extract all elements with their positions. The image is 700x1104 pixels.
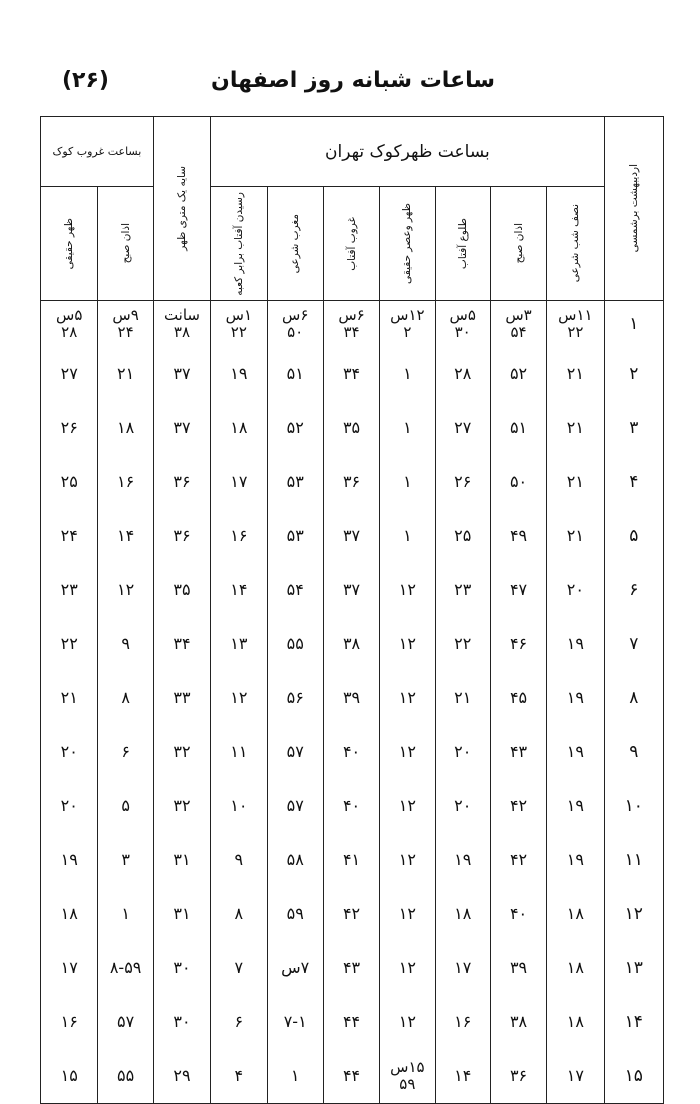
cell-day: ۴: [604, 455, 663, 509]
cell-s-dawn: ۹: [98, 617, 153, 671]
cell-one-hour: ۳۳: [153, 671, 210, 725]
header-one-hour: سایه یک متری ظهر: [153, 117, 210, 301]
cell-sunrise: ۲۵: [435, 509, 490, 563]
cell-sunrise: ۱۸: [435, 887, 490, 941]
cell-sunset: ۳۹: [323, 671, 379, 725]
cell-s-noon: ۱۵: [41, 1049, 98, 1104]
header-maghrib: مغرب شرعی: [267, 187, 323, 301]
cell-s-noon: [41, 301, 98, 348]
cell-shadow: ۱۲: [211, 671, 267, 725]
cell-dawn: ۴۲: [490, 833, 546, 887]
cell-dawn: ۳۸: [490, 995, 546, 1049]
page-header: [40, 62, 665, 102]
cell-minute: ۲: [403, 323, 412, 341]
header-sunset: غروب آفتاب: [323, 187, 379, 301]
header-true-noon: ظهر وعصر حقیقی: [380, 187, 435, 301]
cell-shadow: ۱۸: [211, 401, 267, 455]
cell-sunrise: ۱۷: [435, 941, 490, 995]
table-row: [41, 401, 664, 455]
cell-s-dawn: ۱۴: [98, 509, 153, 563]
table-row: [41, 563, 664, 617]
header-sunrise: طلوع آفتاب: [435, 187, 490, 301]
cell-maghrib: ۵۵: [267, 617, 323, 671]
header-day: اردیبهشت برشمسی: [604, 117, 663, 301]
cell-midnight: ۱۸: [547, 941, 604, 995]
cell-s-dawn: ۱۲: [98, 563, 153, 617]
cell-s-noon: ۲۱: [41, 671, 98, 725]
page-number: (۲۶): [62, 68, 109, 93]
cell-sunset: ۴۱: [323, 833, 379, 887]
cell-dawn: ۵۰: [490, 455, 546, 509]
table-row: [41, 833, 664, 887]
cell-one-hour: ۳۲: [153, 725, 210, 779]
cell-true-noon: ۱۲: [380, 617, 435, 671]
header-group-sunset: بساعت غروب کوک: [41, 117, 154, 187]
cell-maghrib: ۵۳: [267, 509, 323, 563]
cell-midnight: ۲۱: [547, 401, 604, 455]
cell-maghrib: ۵۷: [267, 725, 323, 779]
cell-one-hour: ۳۵: [153, 563, 210, 617]
cell-hour: ۶س: [338, 306, 365, 324]
cell-one-hour: ۳۱: [153, 833, 210, 887]
cell-day: ۷: [604, 617, 663, 671]
cell-sunrise: ۲۰: [435, 779, 490, 833]
cell-true-noon: ۱۲: [380, 941, 435, 995]
cell-midnight: ۱۹: [547, 617, 604, 671]
cell-maghrib: ۵۳: [267, 455, 323, 509]
cell-shadow: ۶: [211, 995, 267, 1049]
cell-s-noon: ۱۶: [41, 995, 98, 1049]
cell-sunrise: ۱۴: [435, 1049, 490, 1104]
cell-day: ۸: [604, 671, 663, 725]
cell-s-dawn: ۳: [98, 833, 153, 887]
header-shadow: رسیدن آفتاب برابر کعبه: [211, 187, 267, 301]
table-row: [41, 941, 664, 995]
cell-one-hour: ۲۹: [153, 1049, 210, 1104]
cell-day: ۲: [604, 347, 663, 401]
cell-s-dawn: ۱: [98, 887, 153, 941]
cell-s-noon: ۲۰: [41, 725, 98, 779]
cell-s-dawn: ۶: [98, 725, 153, 779]
cell-sunrise: ۲۲: [435, 617, 490, 671]
cell-dawn: ۴۶: [490, 617, 546, 671]
cell-minute: ۵۴: [510, 323, 527, 341]
cell-hour: ۱س: [225, 306, 253, 324]
cell-minute: ۲۸: [61, 323, 78, 341]
cell-true-noon: [380, 1049, 435, 1104]
cell-midnight: ۱۸: [547, 887, 604, 941]
header-s-dawn: اذان صبح: [98, 187, 153, 301]
cell-sunrise: ۲۳: [435, 563, 490, 617]
cell-hour: ۱۵س: [390, 1058, 425, 1076]
cell-true-noon: ۱۲: [380, 725, 435, 779]
cell-midnight: ۱۹: [547, 833, 604, 887]
cell-s-dawn: ۲۱: [98, 347, 153, 401]
cell-sunrise: ۲۷: [435, 401, 490, 455]
cell-one-hour: ۳۷: [153, 401, 210, 455]
table-row: [41, 995, 664, 1049]
cell-day: ۵: [604, 509, 663, 563]
cell-one-hour: ۳۶: [153, 509, 210, 563]
cell-shadow: ۷: [211, 941, 267, 995]
cell-day: ۶: [604, 563, 663, 617]
cell-hour: ۵س: [449, 306, 476, 324]
cell-day: ۱۱: [604, 833, 663, 887]
cell-one-hour: ۳۰: [153, 995, 210, 1049]
cell-s-noon: ۲۰: [41, 779, 98, 833]
cell-minute: ۳۴: [343, 323, 360, 341]
cell-maghrib: ۵۹: [267, 887, 323, 941]
header-s-noon: ظهر حقیقی: [41, 187, 98, 301]
cell-sunset: [323, 301, 379, 348]
cell-day: ۱: [604, 301, 663, 348]
cell-sunrise: ۲۶: [435, 455, 490, 509]
table-row: [41, 455, 664, 509]
cell-dawn: ۳۶: [490, 1049, 546, 1104]
cell-sunset: ۴۴: [323, 995, 379, 1049]
page-title: ساعات شبانه روز اصفهان: [211, 68, 495, 93]
cell-s-noon: ۱۸: [41, 887, 98, 941]
cell-minute: ۲۲: [567, 323, 584, 341]
cell-s-dawn: ۸: [98, 671, 153, 725]
cell-sunset: ۳۶: [323, 455, 379, 509]
cell-maghrib: ۵۸: [267, 833, 323, 887]
table-row: [41, 1049, 664, 1104]
header-dawn: اذان صبح: [490, 187, 546, 301]
cell-dawn: ۵۲: [490, 347, 546, 401]
cell-midnight: ۱۹: [547, 779, 604, 833]
cell-sunset: ۴۰: [323, 725, 379, 779]
cell-shadow: [211, 301, 267, 348]
cell-dawn: ۴۹: [490, 509, 546, 563]
cell-dawn: ۵۱: [490, 401, 546, 455]
table-body: [41, 301, 664, 1104]
cell-hour: سانت: [163, 306, 200, 324]
cell-sunset: ۳۵: [323, 401, 379, 455]
cell-true-noon: ۱۲: [380, 887, 435, 941]
cell-day: ۹: [604, 725, 663, 779]
cell-hour: ۳س: [505, 306, 532, 324]
cell-one-hour: ۳۶: [153, 455, 210, 509]
header-group-tehran: بساعت ظهرکوک تهران: [211, 117, 604, 187]
cell-day: ۱۴: [604, 995, 663, 1049]
cell-midnight: ۲۰: [547, 563, 604, 617]
cell-hour: ۱۲س: [390, 306, 425, 324]
cell-sunset: ۴۴: [323, 1049, 379, 1104]
cell-s-noon: ۲۴: [41, 509, 98, 563]
cell-true-noon: ۱۲: [380, 995, 435, 1049]
cell-sunrise: ۲۱: [435, 671, 490, 725]
cell-sunset: ۳۷: [323, 509, 379, 563]
cell-sunset: ۴۰: [323, 779, 379, 833]
cell-midnight: ۲۱: [547, 455, 604, 509]
cell-day: ۳: [604, 401, 663, 455]
cell-maghrib: [267, 301, 323, 348]
header-midnight: نصف شب شرعی: [547, 187, 604, 301]
cell-midnight: ۲۱: [547, 347, 604, 401]
cell-shadow: ۸: [211, 887, 267, 941]
cell-sunset: ۴۳: [323, 941, 379, 995]
cell-shadow: ۱۴: [211, 563, 267, 617]
cell-s-noon: ۱۹: [41, 833, 98, 887]
cell-one-hour: ۳۲: [153, 779, 210, 833]
cell-maghrib: ۵۱: [267, 347, 323, 401]
cell-maghrib: ۷-۱: [267, 995, 323, 1049]
cell-hour: ۱۱س: [558, 306, 593, 324]
cell-s-dawn: ۵: [98, 779, 153, 833]
cell-maghrib: ۷س: [267, 941, 323, 995]
cell-true-noon: ۱: [380, 401, 435, 455]
cell-midnight: [547, 301, 604, 348]
cell-shadow: ۱۳: [211, 617, 267, 671]
cell-day: ۱۳: [604, 941, 663, 995]
cell-day: ۱۰: [604, 779, 663, 833]
cell-true-noon: ۱: [380, 347, 435, 401]
cell-maghrib: ۱: [267, 1049, 323, 1104]
table-row: [41, 301, 664, 348]
cell-sunset: ۴۲: [323, 887, 379, 941]
cell-one-hour: ۳۴: [153, 617, 210, 671]
cell-sunrise: ۱۹: [435, 833, 490, 887]
cell-shadow: ۱۱: [211, 725, 267, 779]
cell-sunrise: ۱۶: [435, 995, 490, 1049]
cell-sunrise: [435, 301, 490, 348]
table-row: [41, 725, 664, 779]
cell-one-hour: [153, 301, 210, 348]
cell-minute: ۳۸: [173, 323, 191, 341]
cell-dawn: ۴۳: [490, 725, 546, 779]
cell-dawn: ۴۵: [490, 671, 546, 725]
cell-dawn: ۴۰: [490, 887, 546, 941]
cell-maghrib: ۵۲: [267, 401, 323, 455]
cell-dawn: ۳۹: [490, 941, 546, 995]
cell-true-noon: ۱۲: [380, 671, 435, 725]
cell-shadow: ۱۹: [211, 347, 267, 401]
cell-sunset: ۳۴: [323, 347, 379, 401]
cell-hour: ۹س: [112, 306, 139, 324]
cell-s-dawn: ۱۶: [98, 455, 153, 509]
cell-minute: ۳۰: [454, 323, 471, 341]
cell-dawn: [490, 301, 546, 348]
cell-s-dawn: ۸-۵۹: [98, 941, 153, 995]
cell-day: ۱۲: [604, 887, 663, 941]
cell-minute: ۲۲: [230, 323, 247, 341]
cell-sunrise: ۲۸: [435, 347, 490, 401]
cell-minute: ۵۹: [399, 1075, 416, 1093]
cell-one-hour: ۳۰: [153, 941, 210, 995]
cell-midnight: ۱۹: [547, 725, 604, 779]
table-row: [41, 347, 664, 401]
cell-s-noon: ۱۷: [41, 941, 98, 995]
cell-minute: ۲۴: [117, 323, 134, 341]
cell-shadow: ۱۶: [211, 509, 267, 563]
cell-shadow: ۹: [211, 833, 267, 887]
cell-s-dawn: ۱۸: [98, 401, 153, 455]
cell-sunset: ۳۷: [323, 563, 379, 617]
cell-sunset: ۳۸: [323, 617, 379, 671]
cell-s-dawn: [98, 301, 153, 348]
table-row: [41, 617, 664, 671]
cell-minute: ۵۰: [287, 323, 304, 341]
cell-maghrib: ۵۷: [267, 779, 323, 833]
cell-s-dawn: ۵۵: [98, 1049, 153, 1104]
table-row: [41, 509, 664, 563]
cell-s-noon: ۲۵: [41, 455, 98, 509]
cell-sunrise: ۲۰: [435, 725, 490, 779]
cell-shadow: ۱۷: [211, 455, 267, 509]
table-row: [41, 779, 664, 833]
cell-dawn: ۴۷: [490, 563, 546, 617]
cell-hour: ۶س: [282, 306, 309, 324]
cell-one-hour: ۳۷: [153, 347, 210, 401]
cell-true-noon: ۱۲: [380, 563, 435, 617]
cell-true-noon: ۱۲: [380, 833, 435, 887]
prayer-times-table: [40, 116, 664, 1104]
cell-midnight: ۲۱: [547, 509, 604, 563]
cell-maghrib: ۵۶: [267, 671, 323, 725]
cell-midnight: ۱۹: [547, 671, 604, 725]
cell-shadow: ۱۰: [211, 779, 267, 833]
cell-shadow: ۴: [211, 1049, 267, 1104]
cell-true-noon: [380, 301, 435, 348]
cell-midnight: ۱۷: [547, 1049, 604, 1104]
cell-s-noon: ۲۲: [41, 617, 98, 671]
cell-s-dawn: ۵۷: [98, 995, 153, 1049]
cell-day: ۱۵: [604, 1049, 663, 1104]
cell-one-hour: ۳۱: [153, 887, 210, 941]
cell-s-noon: ۲۳: [41, 563, 98, 617]
cell-true-noon: ۱۲: [380, 779, 435, 833]
table-row: [41, 671, 664, 725]
cell-true-noon: ۱: [380, 509, 435, 563]
cell-s-noon: ۲۶: [41, 401, 98, 455]
cell-midnight: ۱۸: [547, 995, 604, 1049]
table-row: [41, 887, 664, 941]
cell-hour: ۵س: [56, 306, 83, 324]
cell-dawn: ۴۲: [490, 779, 546, 833]
cell-maghrib: ۵۴: [267, 563, 323, 617]
cell-true-noon: ۱: [380, 455, 435, 509]
cell-s-noon: ۲۷: [41, 347, 98, 401]
